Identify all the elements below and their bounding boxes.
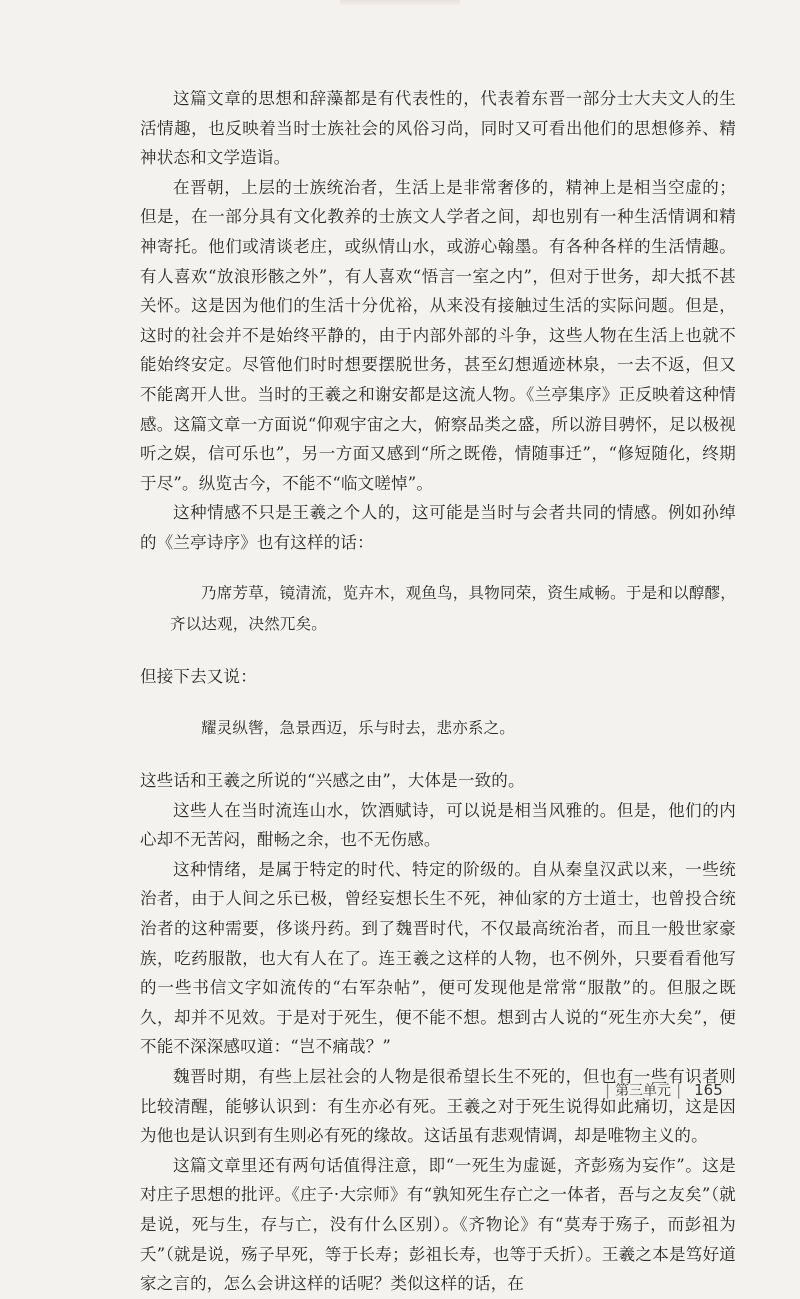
paragraph: 这种情绪，是属于特定的时代、特定的阶级的。自从秦皇汉武以来，一些统治者，由于人间之乐已极，曾经妄想长生不死，神仙家的方士道士，也曾投合统治者的这种需要，侈谈丹药。到了魏晋时代，不仅最高统治者，而且一般世家豪族，吃药服散，也大有人在了。连王羲之这样的人物，也不例外，只要看看他写的一些书信文字如流传的“右军杂帖”，便可发现他是常常“服散”的。但服之既久，却并不见效。于是对于死生，便不能不想。想到古人说的“死生亦大矣”，便不能不深深感叹道：“岂不痛哉？” [140,859,736,1057]
paragraph: 这种情感不只是王羲之个人的，这可能是当时与会者共同的情感。例如孙绰的《兰亭诗序》也有这样的话： [140,503,736,552]
paragraph: 这篇文章的思想和辞藻都是有代表性的，代表着东晋一部分士大夫文人的生活情趣，也反映着当时士族社会的风俗习尚，同时又可看出他们的思想修养、精神状态和文学造诣。 [140,89,736,168]
quote-text: 乃席芳草，镜清流，览卉木，观鱼鸟，具物同荣，资生咸畅。于是和以醇醪，齐以达观，决然兀矣。 [170,583,736,633]
paragraph: 魏晋时期，有些上层社会的人物是很希望长生不死的，但也有一些有识者则比较清醒，能够认识到：有生亦必有死。王羲之对于死生说得如此痛切，这是因为他也是认识到有生则必有死的缘故。这话虽有悲观情调，却是唯物主义的。 [140,1067,736,1146]
paragraph: 但接下去又说： [140,666,257,686]
footer-separator: | [605,1081,611,1099]
block-quote [140,578,736,640]
paragraph: 在晋朝，上层的士族统治者，生活上是非常奢侈的，精神上是相当空虚的；但是，在一部分具有文化教养的士族文人学者之间，却也别有一种生活情调和精神寄托。他们或清谈老庄，或纵情山水，或游心翰墨。有各种各样的生活情趣。有人喜欢“放浪形骸之外”，有人喜欢“悟言一室之内”，但对于世务，却大抵不甚关怀。这是因为他们的生活十分优裕，从来没有接触过生活的实际问题。但是，这时的社会并不是始终平静的，由于内部外部的斗争，这些人物在生活上也就不能始终安定。尽管他们时时想要摆脱世务，甚至幻想遁迹林泉，一去不返，但又不能离开人世。当时的王羲之和谢安都是这流人物。《兰亭集序》正反映着这种情感。这篇文章一方面说“仰观宇宙之大，俯察品类之盛，所以游目骋怀，足以极视听之娱，信可乐也”，另一方面又感到“所之既倦，情随事迁”，“修短随化，终期于尽”。纵览古今，不能不“临文嗟悼”。 [140,177,736,493]
scan-edge-mark [340,0,460,6]
article-body [140,84,736,1299]
page-footer [600,1080,740,1100]
block-quote [140,713,736,744]
footer-separator: | [676,1081,682,1099]
paragraph: 这些人在当时流连山水，饮酒赋诗，可以说是相当风雅的。但是，他们的内心却不无苦闷，酣畅之余，也不无伤感。 [140,800,736,850]
unit-label: 第三单元 [615,1083,672,1099]
quote-text: 耀灵纵辔，急景西迈，乐与时去，悲亦系之。 [201,719,516,738]
paragraph: 这篇文章里还有两句话值得注意，即“一死生为虚诞，齐彭殇为妄作”。这是对庄子思想的批评。《庄子·大宗师》有“孰知死生存亡之一体者，吾与之友矣”（就是说，死与生，存与亡，没有什么区别）。《齐物论》有“莫寿于殇子，而彭祖为夭”（就是说，殇子早死，等于长寿；彭祖长寿，也等于夭折）。王羲之本是笃好道家之言的，怎么会讲这样的话呢？类似这样的话，在 [140,1155,736,1294]
paragraph: 这些话和王羲之所说的“兴感之由”，大体是一致的。 [140,771,525,791]
page-number: 165 [694,1081,723,1099]
